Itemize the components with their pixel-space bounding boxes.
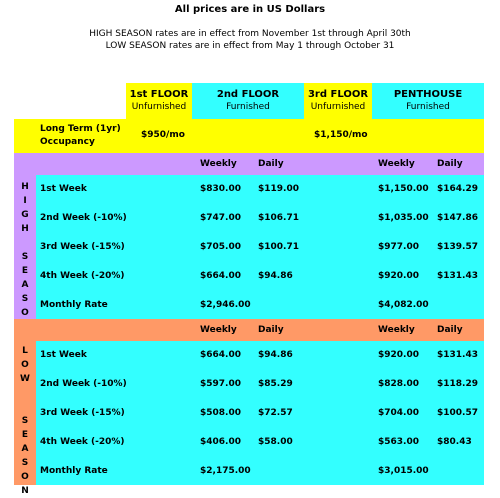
table-cell: $1,035.00 (378, 213, 429, 223)
table-cell: $131.43 (437, 350, 478, 360)
table-cell: $920.00 (378, 271, 419, 281)
season-notes (0, 28, 500, 52)
table-cell: $80.43 (437, 437, 472, 447)
long-term-3rd-floor-price: $1,150/mo (314, 130, 368, 140)
high-weekly-header-2nd: Weekly (200, 159, 237, 169)
table-cell: $747.00 (200, 213, 241, 223)
low-weekly-header-2nd: Weekly (200, 325, 237, 335)
table-cell: $828.00 (378, 379, 419, 389)
table-cell: $664.00 (200, 350, 241, 360)
low-season-note: LOW SEASON rates are in effect from May 1 through October 31 (105, 41, 395, 51)
low-daily-header-penthouse: Daily (437, 325, 463, 335)
high-season-label: H I G H S E A S O (21, 182, 29, 318)
table-row-label: 1st Week (40, 350, 87, 360)
col-header-2nd-floor: 2nd FLOOR Furnished (216, 89, 280, 112)
table-cell: $705.00 (200, 242, 241, 252)
high-daily-header-penthouse: Daily (437, 159, 463, 169)
table-cell: $94.86 (258, 271, 293, 281)
table-cell: $4,082.00 (378, 300, 429, 310)
table-cell: $164.29 (437, 184, 478, 194)
table-cell: $85.29 (258, 379, 293, 389)
table-cell: $106.71 (258, 213, 299, 223)
table-row-label: 3rd Week (-15%) (40, 242, 125, 252)
table-cell: $920.00 (378, 350, 419, 360)
long-term-label: Long Term (1yr) Occupancy (40, 124, 121, 147)
table-row-label: 4th Week (-20%) (40, 271, 125, 281)
col-header-3rd-floor: 3rd FLOOR Unfurnished (307, 89, 369, 112)
table-cell: $118.29 (437, 379, 478, 389)
table-cell: $131.43 (437, 271, 478, 281)
table-cell: $977.00 (378, 242, 419, 252)
low-weekly-header-penthouse: Weekly (378, 325, 415, 335)
table-row-label: 3rd Week (-15%) (40, 408, 125, 418)
table-cell: $597.00 (200, 379, 241, 389)
table-cell: $704.00 (378, 408, 419, 418)
table-cell: $100.71 (258, 242, 299, 252)
table-cell: $3,015.00 (378, 466, 429, 476)
low-daily-header-2nd: Daily (258, 325, 284, 335)
table-row-label: Monthly Rate (40, 300, 108, 310)
table-cell: $508.00 (200, 408, 241, 418)
table-cell: $58.00 (258, 437, 293, 447)
table-cell: $2,175.00 (200, 466, 251, 476)
high-weekly-header-penthouse: Weekly (378, 159, 415, 169)
table-cell: $830.00 (200, 184, 241, 194)
table-cell: $664.00 (200, 271, 241, 281)
table-row-label: 2nd Week (-10%) (40, 213, 127, 223)
page-title: All prices are in US Dollars (174, 4, 326, 15)
table-row-label: 1st Week (40, 184, 87, 194)
table-cell: $2,946.00 (200, 300, 251, 310)
table-cell: $119.00 (258, 184, 299, 194)
long-term-1st-floor-price: $950/mo (141, 130, 185, 140)
table-cell: $100.57 (437, 408, 478, 418)
table-cell: $406.00 (200, 437, 241, 447)
table-row-label: 2nd Week (-10%) (40, 379, 127, 389)
table-cell: $1,150.00 (378, 184, 429, 194)
table-cell: $139.57 (437, 242, 478, 252)
table-row-label: 4th Week (-20%) (40, 437, 125, 447)
high-daily-header-2nd: Daily (258, 159, 284, 169)
table-cell: $563.00 (378, 437, 419, 447)
table-cell: $147.86 (437, 213, 478, 223)
col-header-penthouse: PENTHOUSE Furnished (393, 89, 463, 112)
table-cell: $72.57 (258, 408, 293, 418)
low-season-label: L O W S E A S O N (20, 346, 30, 496)
table-row-label: Monthly Rate (40, 466, 108, 476)
high-season-note: HIGH SEASON rates are in effect from November 1st through April 30th (89, 29, 411, 39)
col-header-1st-floor: 1st FLOOR Unfurnished (129, 89, 189, 112)
table-cell: $94.86 (258, 350, 293, 360)
